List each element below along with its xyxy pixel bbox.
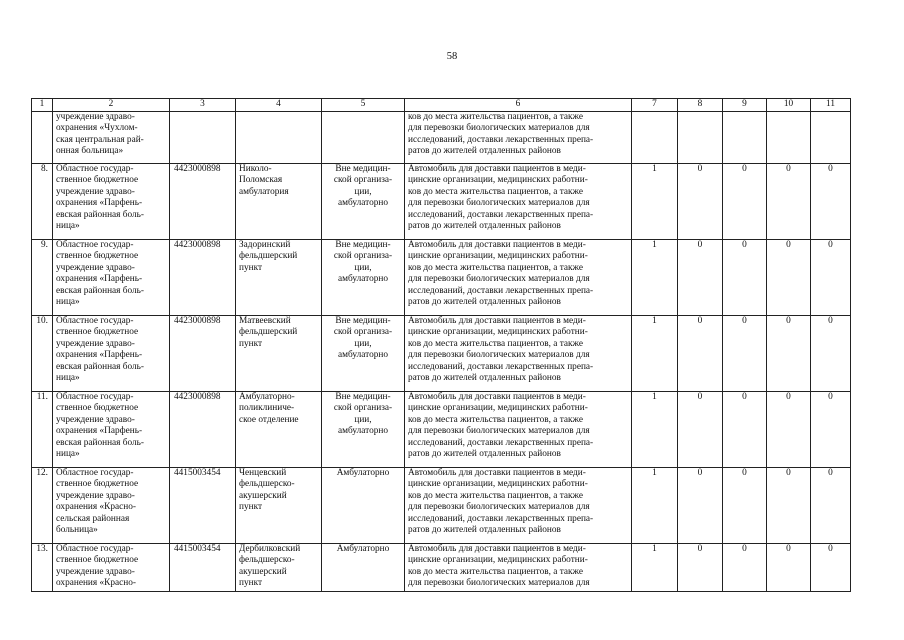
institution-cell-text: учреждение здраво- охранения «Чухлом- ская центральная рай- онная больница» [56, 112, 144, 157]
facility-cell [236, 164, 322, 240]
row-number [32, 240, 53, 316]
conditions-cell [322, 164, 405, 240]
column-header-4: 4 [236, 99, 322, 112]
description-cell-text: Автомобиль для доставки пациентов в меди- цинские организации, медицинских работни- ков до места жительства пациентов, а также для перевозки биологических материалов для исследований, доставки лекарственных препа- ратов до жителей отдаленных районов [408, 468, 594, 536]
column-header-9: 9 [723, 99, 767, 112]
conditions-cell [322, 392, 405, 468]
value-col-9-text: 0 [742, 468, 747, 478]
description-cell-text: Автомобиль для доставки пациентов в меди- цинские организации, медицинских работни- ков до места жительства пациентов, а также для перевозки биологических материалов для [408, 544, 590, 589]
code-cell-text: 4423000898 [174, 240, 221, 250]
value-col-7-text: 1 [652, 240, 657, 250]
value-col-7-text: 1 [652, 316, 657, 326]
facility-cell [236, 468, 322, 544]
value-col-9 [723, 544, 767, 592]
value-col-9-text: 0 [742, 316, 747, 326]
value-col-8-text: 0 [697, 392, 703, 402]
column-header-1: 1 [32, 99, 53, 112]
description-cell-text: Автомобиль для доставки пациентов в меди- цинские организации, медицинских работни- ков до места жительства пациентов, а также для перевозки биологических материалов для исследований, доставки лекарственных препа- ратов до жителей отдаленных районов [408, 240, 594, 308]
facility-cell [236, 240, 322, 316]
description-cell [405, 240, 632, 316]
conditions-cell-text: Амбулаторно [336, 544, 390, 554]
value-col-8 [678, 468, 723, 544]
value-col-10 [767, 544, 811, 592]
code-cell [170, 112, 236, 164]
facility-cell-text: Ченцевский фельдшерско- акушерский пункт [239, 468, 295, 513]
facility-cell [236, 544, 322, 592]
value-col-11 [811, 112, 851, 164]
value-col-11-text: 0 [828, 544, 833, 554]
value-col-7-text: 1 [652, 392, 657, 402]
row-number-text: 12. [36, 468, 48, 478]
row-number-text: 13. [36, 544, 48, 554]
table-row [32, 392, 851, 468]
row-number-text: 8. [41, 164, 48, 174]
description-cell-text: Автомобиль для доставки пациентов в меди- цинские организации, медицинских работни- ков до места жительства пациентов, а также для перевозки биологических материалов для исследований, доставки лекарственных препа- ратов до жителей отдаленных районов [408, 316, 594, 384]
column-header-3: 3 [170, 99, 236, 112]
row-number [32, 392, 53, 468]
value-col-11-text: 0 [828, 240, 833, 250]
value-col-8 [678, 164, 723, 240]
value-col-8-text: 0 [697, 468, 703, 478]
conditions-cell-text: Вне медицин- ской организа- ции, амбулаторно [333, 392, 393, 437]
facility-cell-text: Николо- Поломская амбулатория [239, 164, 289, 197]
code-cell-text: 4423000898 [174, 164, 221, 174]
value-col-10 [767, 392, 811, 468]
row-number [32, 164, 53, 240]
column-header-2: 2 [53, 99, 170, 112]
code-cell [170, 240, 236, 316]
institution-cell [53, 392, 170, 468]
value-col-9 [723, 112, 767, 164]
description-cell [405, 112, 632, 164]
value-col-8-text: 0 [697, 164, 703, 174]
row-number-text: 11. [36, 392, 48, 402]
column-header-11: 11 [811, 99, 851, 112]
value-col-10-text: 0 [786, 468, 791, 478]
value-col-10 [767, 468, 811, 544]
value-col-9 [723, 392, 767, 468]
facility-cell-text: Матвеевский фельдшерский пункт [239, 316, 298, 349]
conditions-cell [322, 544, 405, 592]
column-header-10: 10 [767, 99, 811, 112]
value-col-11-text: 0 [828, 468, 833, 478]
institution-cell [53, 544, 170, 592]
value-col-8 [678, 544, 723, 592]
column-header-6: 6 [405, 99, 632, 112]
value-col-10 [767, 240, 811, 316]
value-col-7 [632, 164, 678, 240]
institution-cell [53, 164, 170, 240]
value-col-11 [811, 468, 851, 544]
description-cell [405, 392, 632, 468]
value-col-11-text: 0 [828, 164, 833, 174]
value-col-9 [723, 468, 767, 544]
value-col-11 [811, 316, 851, 392]
conditions-cell [322, 468, 405, 544]
row-number [32, 112, 53, 164]
value-col-7 [632, 392, 678, 468]
conditions-cell-text: Вне медицин- ской организа- ции, амбулаторно [333, 316, 393, 361]
column-header-8: 8 [678, 99, 723, 112]
conditions-cell [322, 316, 405, 392]
value-col-11 [811, 164, 851, 240]
institution-cell-text: Областное государ- ственное бюджетное учреждение здраво- охранения «Парфень- евская районная боль- ница» [56, 316, 144, 384]
table-row [32, 240, 851, 316]
header-row [32, 99, 851, 112]
value-col-10-text: 0 [786, 544, 791, 554]
column-header-5: 5 [322, 99, 405, 112]
description-cell-text: Автомобиль для доставки пациентов в меди- цинские организации, медицинских работни- ков до места жительства пациентов, а также для перевозки биологических материалов для исследований, доставки лекарственных препа- ратов до жителей отдаленных районов [408, 164, 594, 232]
table-row [32, 112, 851, 164]
data-table [31, 98, 851, 592]
value-col-10-text: 0 [786, 164, 791, 174]
code-cell [170, 544, 236, 592]
row-number-text: 10. [36, 316, 48, 326]
value-col-7 [632, 112, 678, 164]
table-body [32, 99, 851, 592]
institution-cell-text: Областное государ- ственное бюджетное учреждение здраво- охранения «Парфень- евская районная боль- ница» [56, 392, 144, 460]
institution-cell-text: Областное государ- ственное бюджетное учреждение здраво- охранения «Парфень- евская районная боль- ница» [56, 240, 144, 308]
value-col-9 [723, 316, 767, 392]
code-cell-text: 4415003454 [174, 468, 221, 478]
value-col-7 [632, 240, 678, 316]
institution-cell [53, 112, 170, 164]
value-col-9-text: 0 [742, 240, 747, 250]
value-col-10 [767, 164, 811, 240]
value-col-8 [678, 240, 723, 316]
conditions-cell [322, 240, 405, 316]
conditions-cell-text: Вне медицин- ской организа- ции, амбулаторно [333, 240, 393, 285]
value-col-9-text: 0 [742, 392, 747, 402]
value-col-9-text: 0 [742, 544, 747, 554]
value-col-10-text: 0 [786, 240, 791, 250]
description-cell-text: ков до места жительства пациентов, а также для перевозки биологических материалов для исследований, доставки лекарственных препа- ратов до жителей отдаленных районов [408, 112, 594, 157]
description-cell [405, 316, 632, 392]
value-col-11 [811, 240, 851, 316]
page-number: 58 [446, 51, 458, 62]
code-cell-text: 4423000898 [174, 392, 221, 402]
code-cell [170, 316, 236, 392]
row-number-text: 9. [41, 240, 48, 250]
value-col-7-text: 1 [652, 544, 657, 554]
table-row [32, 316, 851, 392]
value-col-7 [632, 468, 678, 544]
table-row [32, 164, 851, 240]
code-cell [170, 468, 236, 544]
facility-cell-text: Амбулаторно- поликлиниче- ское отделение [239, 392, 299, 425]
value-col-10 [767, 112, 811, 164]
facility-cell [236, 112, 322, 164]
description-cell [405, 544, 632, 592]
value-col-11 [811, 544, 851, 592]
description-cell [405, 468, 632, 544]
value-col-11-text: 0 [828, 392, 833, 402]
facility-cell-text: Дербилковский фельдшерско- акушерский пункт [239, 544, 301, 589]
value-col-10-text: 0 [786, 316, 791, 326]
row-number [32, 468, 53, 544]
description-cell [405, 164, 632, 240]
value-col-9-text: 0 [742, 164, 747, 174]
conditions-cell-text: Амбулаторно [336, 468, 390, 478]
row-number [32, 544, 53, 592]
institution-cell [53, 240, 170, 316]
conditions-cell-text: Вне медицин- ской организа- ции, амбулаторно [333, 164, 393, 209]
description-cell-text: Автомобиль для доставки пациентов в меди- цинские организации, медицинских работни- ков до места жительства пациентов, а также для перевозки биологических материалов для исследований, доставки лекарственных препа- ратов до жителей отдаленных районов [408, 392, 594, 460]
row-number [32, 316, 53, 392]
facility-cell-text: Задоринский фельдшерский пункт [239, 240, 298, 273]
code-cell-text: 4415003454 [174, 544, 221, 554]
conditions-cell [322, 112, 405, 164]
institution-cell-text: Областное государ- ственное бюджетное учреждение здраво- охранения «Парфень- евская районная боль- ница» [56, 164, 144, 232]
value-col-10 [767, 316, 811, 392]
value-col-7-text: 1 [652, 164, 657, 174]
table-row [32, 544, 851, 592]
value-col-10-text: 0 [786, 392, 791, 402]
value-col-11 [811, 392, 851, 468]
facility-cell [236, 392, 322, 468]
value-col-11-text: 0 [828, 316, 833, 326]
column-header-7: 7 [632, 99, 678, 112]
value-col-8-text: 0 [697, 544, 703, 554]
value-col-7 [632, 316, 678, 392]
value-col-9 [723, 240, 767, 316]
value-col-8-text: 0 [697, 316, 703, 326]
value-col-9 [723, 164, 767, 240]
table-row [32, 468, 851, 544]
code-cell-text: 4423000898 [174, 316, 221, 326]
code-cell [170, 392, 236, 468]
value-col-7-text: 1 [652, 468, 657, 478]
value-col-8-text: 0 [697, 240, 703, 250]
value-col-8 [678, 392, 723, 468]
institution-cell [53, 316, 170, 392]
institution-cell-text: Областное государ- ственное бюджетное учреждение здраво- охранения «Красно- сельская районная больница» [56, 468, 139, 536]
code-cell [170, 164, 236, 240]
value-col-8 [678, 316, 723, 392]
institution-cell-text: Областное государ- ственное бюджетное учреждение здраво- охранения «Красно- [56, 544, 139, 589]
facility-cell [236, 316, 322, 392]
value-col-7 [632, 544, 678, 592]
institution-cell [53, 468, 170, 544]
value-col-8 [678, 112, 723, 164]
